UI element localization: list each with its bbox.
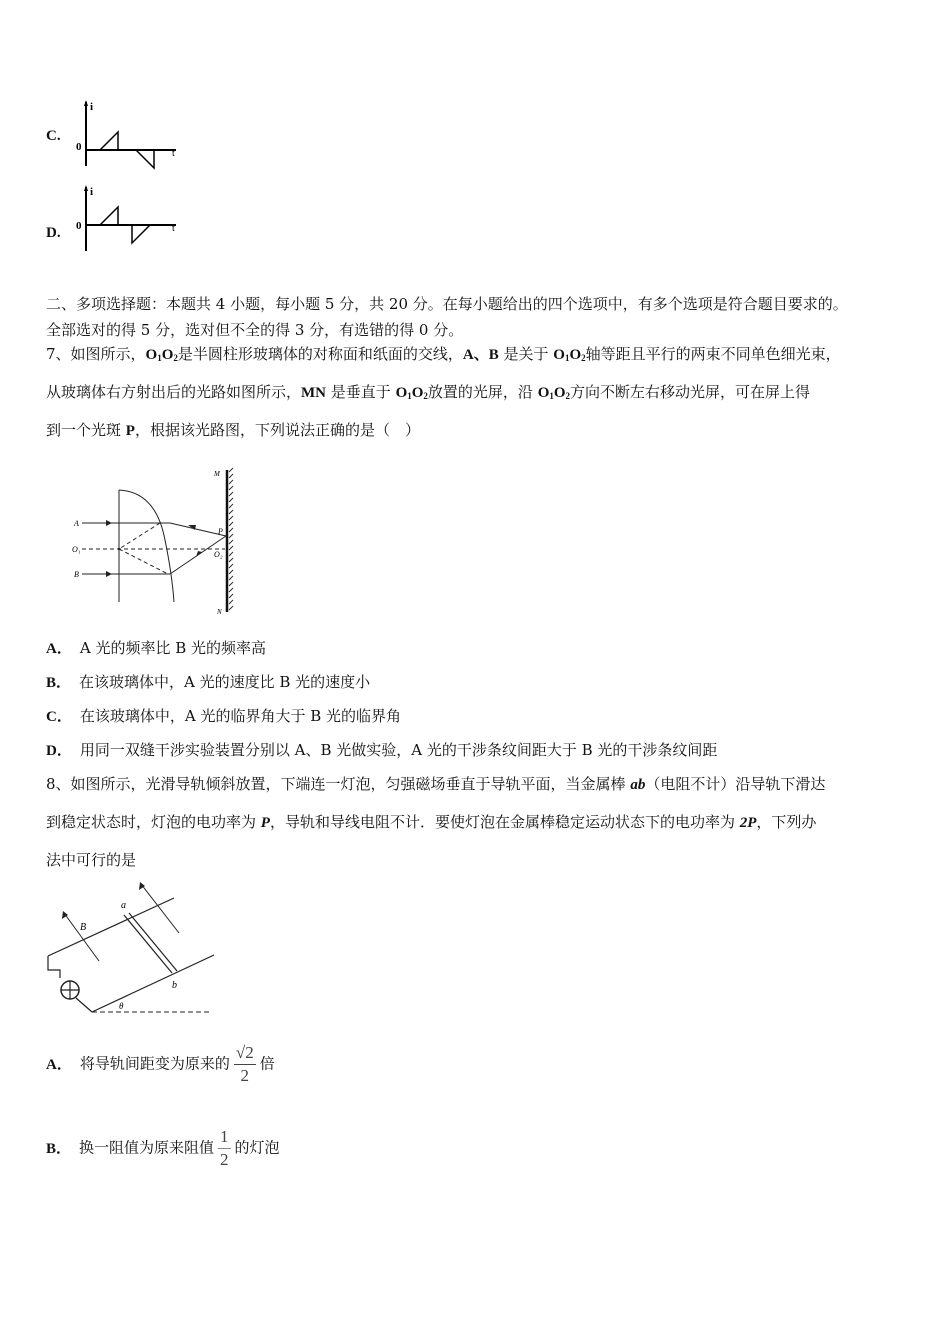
- svg-text:0: 0: [76, 220, 82, 232]
- svg-text:t: t: [172, 223, 175, 234]
- current-time-graph-d: [74, 185, 214, 265]
- svg-text:t: t: [172, 148, 175, 159]
- current-time-graph-c: [74, 100, 214, 170]
- fraction-one-half: $\frac{1}{2}$: [220, 1127, 229, 1169]
- svg-text:A: A: [74, 519, 79, 528]
- svg-text:i: i: [90, 186, 94, 198]
- prev-option-d: [46, 185, 196, 265]
- q8-option-a[interactable]: A． 将导轨间距变为原来的 $\frac{√2}{2}$ 倍: [46, 1043, 275, 1085]
- q7-optics-figure: [60, 462, 250, 620]
- svg-text:B: B: [80, 922, 87, 933]
- svg-text:0: 0: [76, 141, 82, 153]
- svg-text:B: B: [74, 570, 79, 579]
- svg-text:N: N: [217, 608, 222, 616]
- fraction-sqrt2-over-2: $\frac{√2}{2}$: [235, 1043, 254, 1085]
- q7-option-a[interactable]: A． A 光的频率比 B 光的频率高: [46, 639, 267, 657]
- q8-stem-line1: 8、如图所示，光滑导轨倾斜放置，下端连一灯泡，匀强磁场垂直于导轨平面，当金属棒 ab（电阻不计）沿导轨下滑达: [46, 775, 826, 793]
- svg-text:i: i: [90, 101, 94, 113]
- q8-stem-line3: 法中可行的是: [46, 851, 137, 869]
- q8-rail-figure: [44, 878, 214, 1018]
- section-scoring: 全部选对的得 5 分，选对但不全的得 3 分，有选错的得 0 分。: [46, 321, 464, 339]
- q7-option-b[interactable]: B． 在该玻璃体中，A 光的速度比 B 光的速度小: [46, 673, 371, 691]
- q7-option-d[interactable]: D． 用同一双缝干涉实验装置分别以 A、B 光做实验，A 光的干涉条纹间距大于 B 光的干涉条纹间距: [46, 741, 718, 759]
- q7-option-c[interactable]: C． 在该玻璃体中，A 光的临界角大于 B 光的临界角: [46, 707, 402, 725]
- svg-text:O₁: O₁: [72, 545, 81, 554]
- svg-text:O₂: O₂: [214, 550, 223, 559]
- section-title: 二、多项选择题：本题共 4 小题，每小题 5 分，共 20 分。在每小题给出的四个选项中，有多个选项是符合题目要求的。: [46, 295, 848, 313]
- option-label: D.: [46, 225, 61, 241]
- option-label: C.: [46, 128, 61, 144]
- svg-text:M: M: [214, 470, 220, 478]
- q7-stem-line3: 到一个光斑 P，根据该光路图，下列说法正确的是（ ）: [46, 421, 420, 439]
- svg-text:b: b: [172, 980, 177, 991]
- svg-text:θ: θ: [119, 1001, 124, 1011]
- svg-text:a: a: [121, 900, 126, 911]
- q7-stem-line1: 7、如图所示，$O_1O_2$是半圆柱形玻璃体的对称面和纸面的交线，A、B 是关于 $O_1O_2$轴等距且平行的两束不同单色细光束，: [46, 345, 841, 363]
- svg-text:P: P: [218, 527, 223, 536]
- q8-option-b[interactable]: B． 换一阻值为原来阻值 $\frac{1}{2}$ 的灯泡: [46, 1127, 280, 1169]
- q8-stem-line2: 到稳定状态时，灯泡的电功率为 P，导轨和导线电阻不计．要使灯泡在金属棒稳定运动状态下的电功率为 2P，下列办: [46, 813, 817, 831]
- q7-stem-line2: 从玻璃体右方射出后的光路如图所示，MN 是垂直于 $O_1O_2$放置的光屏，沿 $O_1O_2$方向不断左右移动光屏，可在屏上得: [46, 383, 811, 401]
- prev-option-c: [46, 100, 196, 170]
